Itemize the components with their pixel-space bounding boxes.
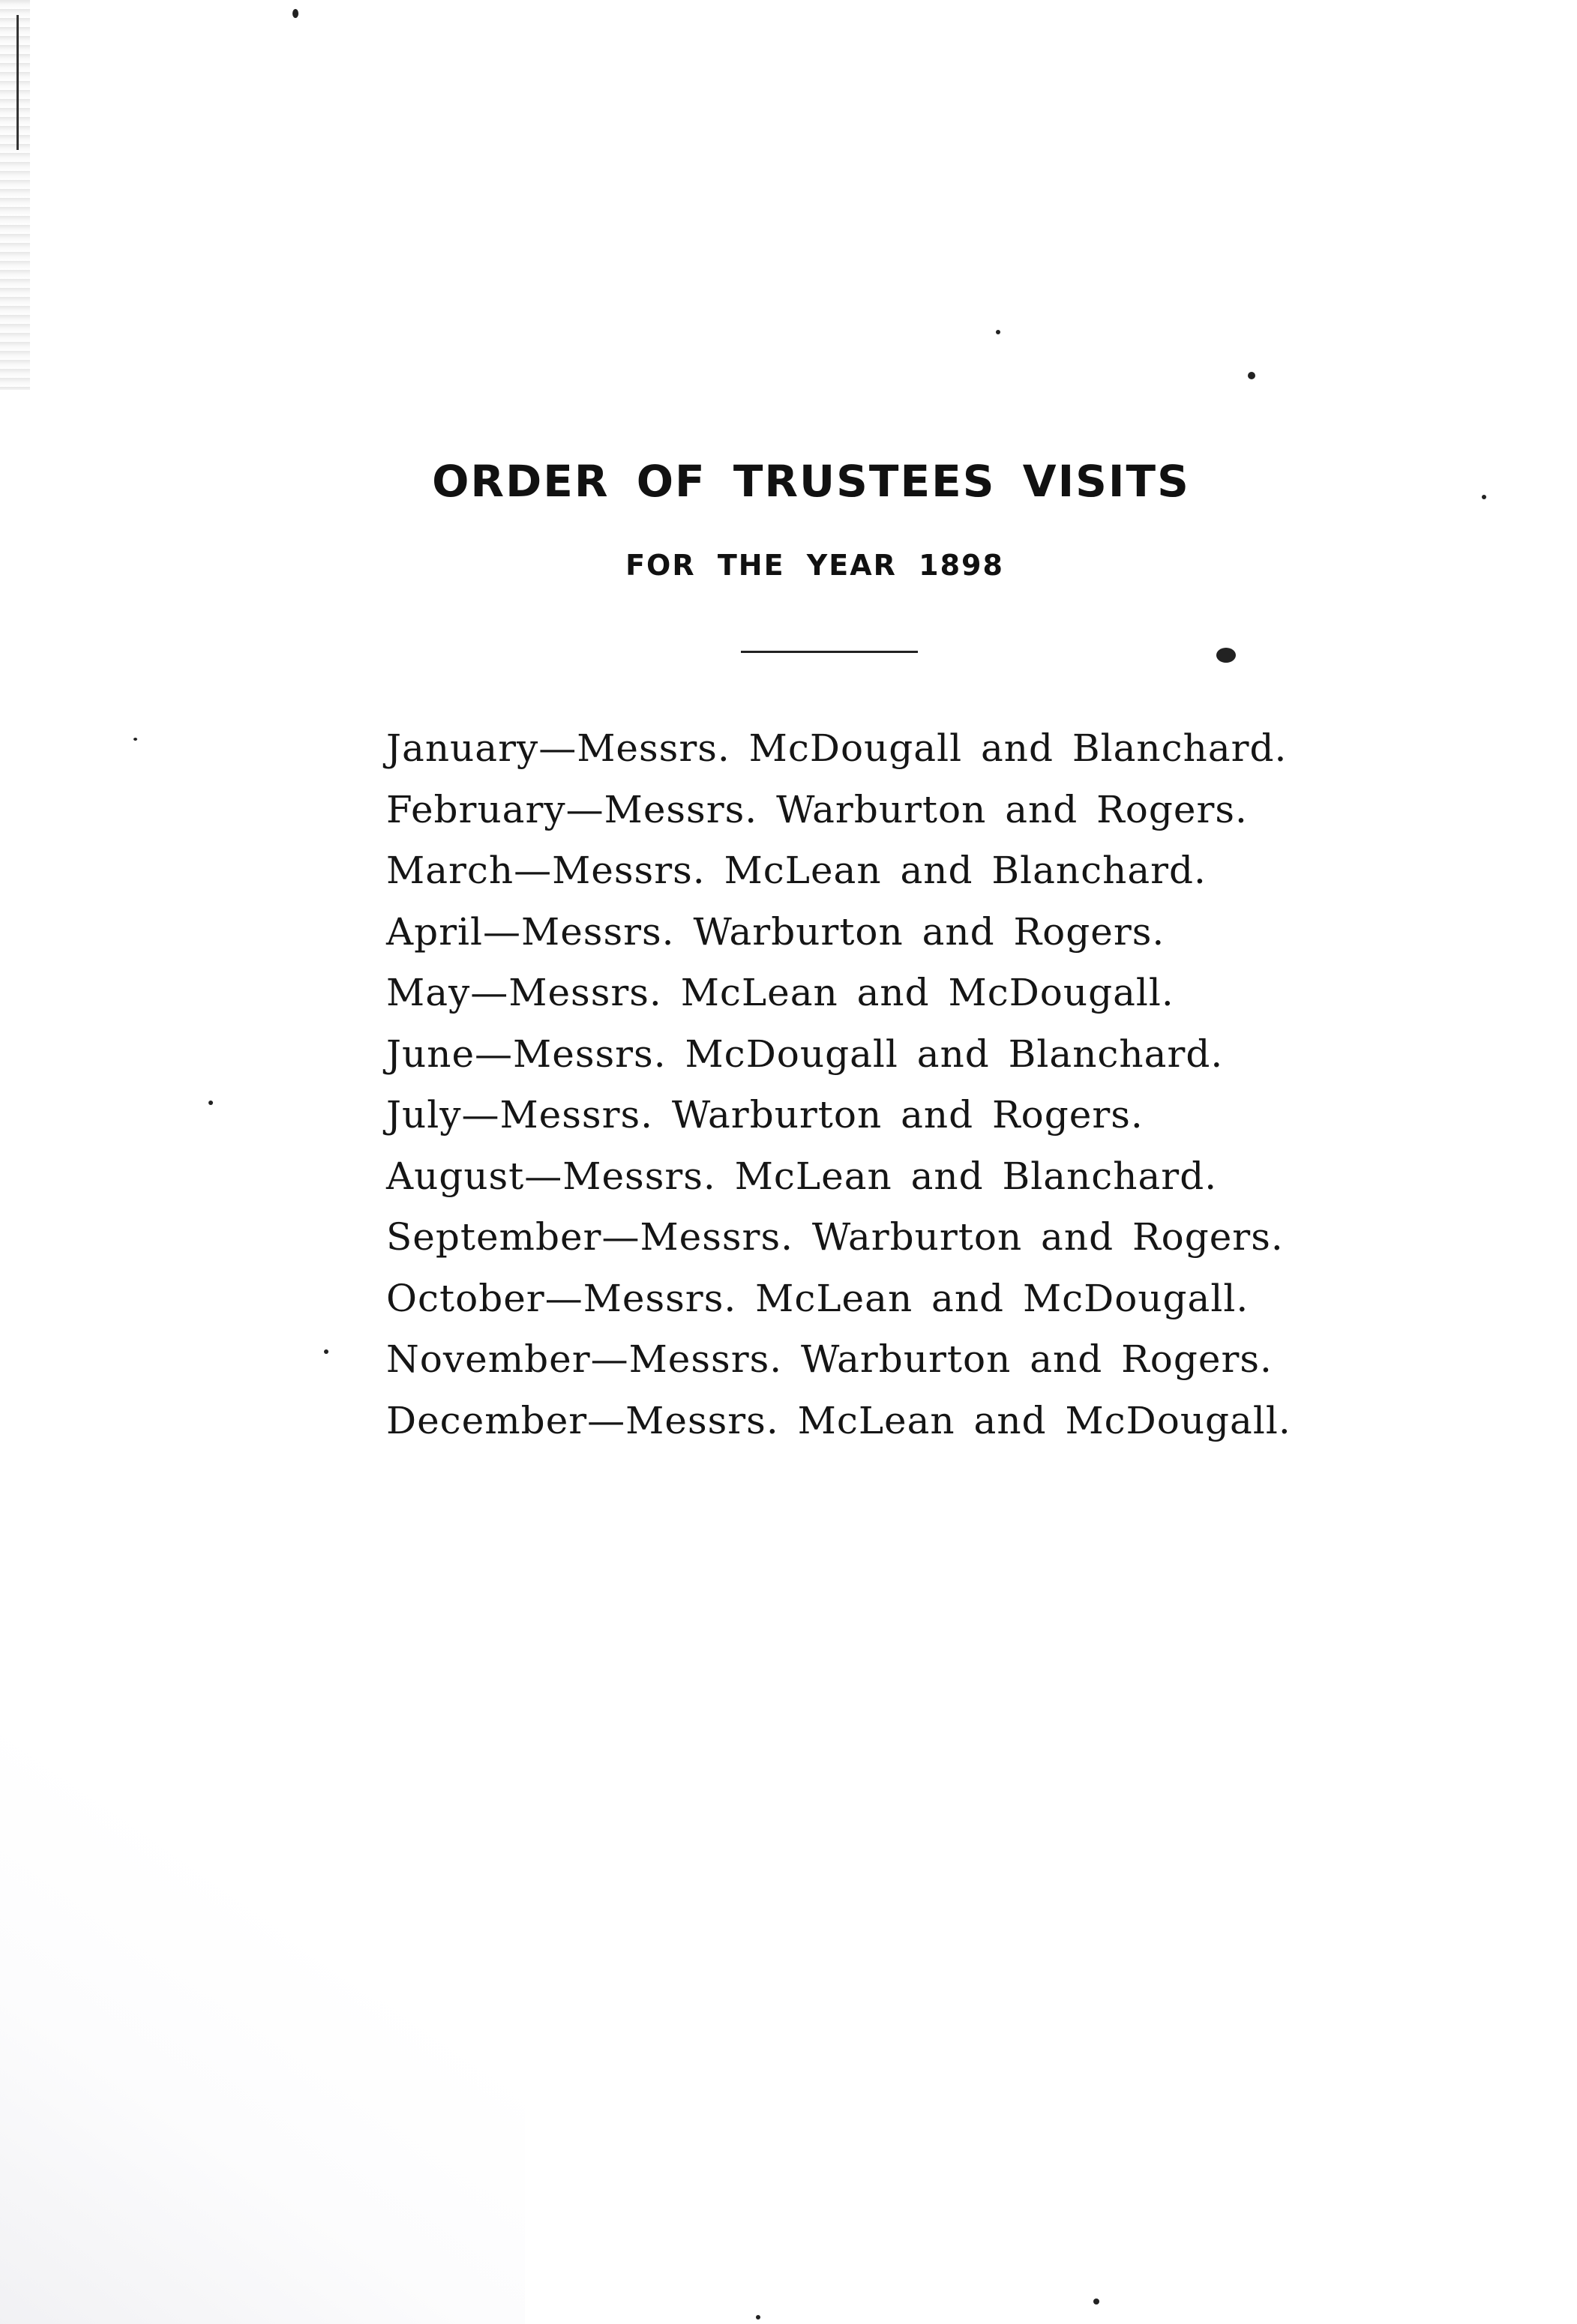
scan-speck <box>1093 2299 1099 2305</box>
scan-speck <box>1248 372 1255 379</box>
scan-speck <box>324 1349 328 1354</box>
scan-speck <box>208 1101 213 1105</box>
visit-entry-april: April—Messrs. Warburton and Rogers. <box>386 909 1165 954</box>
page-title: ORDER OF TRUSTEES VISITS <box>432 456 1190 507</box>
visit-entry-may: May—Messrs. McLean and McDougall. <box>386 971 1174 1014</box>
scan-speck <box>133 738 137 741</box>
scan-speck <box>292 9 298 18</box>
visit-entry-march: March—Messrs. McLean and Blanchard. <box>386 849 1207 892</box>
title-divider <box>741 651 918 653</box>
visit-entry-october: October—Messrs. McLean and McDougall. <box>386 1276 1249 1320</box>
visit-entry-january: January—Messrs. McDougall and Blanchard. <box>386 726 1288 770</box>
visit-entry-august: August—Messrs. McLean and Blanchard. <box>386 1154 1218 1198</box>
visit-entry-september: September—Messrs. Warburton and Rogers. <box>386 1215 1284 1259</box>
scan-speck <box>756 2315 760 2320</box>
page-subtitle: FOR THE YEAR 1898 <box>625 549 1004 582</box>
scan-shading <box>0 1574 525 2324</box>
visit-entry-july: July—Messrs. Warburton and Rogers. <box>386 1093 1144 1137</box>
scan-speck <box>996 330 1000 334</box>
visit-entry-december: December—Messrs. McLean and McDougall. <box>386 1398 1291 1442</box>
visits-list <box>386 718 1361 1451</box>
scan-edge-mark <box>16 15 19 150</box>
visit-entry-november: November—Messrs. Warburton and Rogers. <box>386 1337 1273 1381</box>
scan-speck <box>1216 648 1236 663</box>
scan-speck <box>1482 495 1486 499</box>
visit-entry-february: February—Messrs. Warburton and Rogers. <box>386 787 1248 831</box>
scan-edge-noise <box>0 0 30 390</box>
visit-entry-june: June—Messrs. McDougall and Blanchard. <box>386 1032 1224 1076</box>
